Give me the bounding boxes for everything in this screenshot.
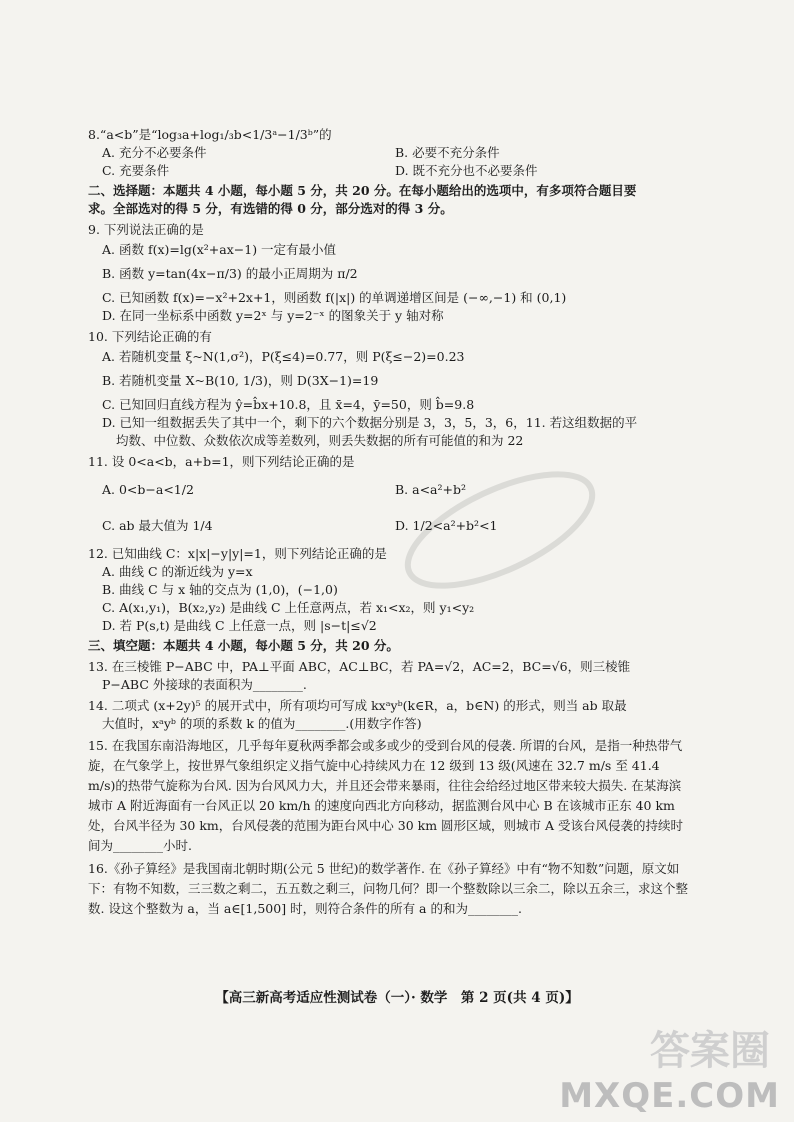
q12-option-b: B. 曲线 C 与 x 轴的交点为 (1,0)，(−1,0) [102,582,338,597]
q10-option-c: C. 已知回归直线方程为 ŷ=b̂x+10.8，且 x̄=4，ȳ=50，则 b̂=9.8 [102,397,475,412]
q10-option-d: D. 已知一组数据丢失了其中一个，剩下的六个数据分别是 3，3，5，3，6，11. 若这组数据的平 [102,415,638,430]
question-16 [88,859,688,919]
question-9 [88,221,688,325]
question-12 [88,545,688,635]
question-14 [88,697,688,733]
section-2-heading: 二、选择题：本题共 4 小题，每小题 5 分，共 20 分。在每小题给出的选项中，有多项符合题目要 [88,183,637,198]
q11-option-a: A. 0<b−a<1/2 [102,482,194,497]
section-2-heading-cont: 求。全部选对的得 5 分，有选错的得 0 分，部分选对的得 3 分。 [88,201,453,216]
q10-option-d-cont: 均数、中位数、众数依次成等差数列，则丢失数据的所有可能值的和为 22 [116,433,524,448]
q13-line-1: 13. 在三棱锥 P−ABC 中，PA⊥平面 ABC，AC⊥BC，若 PA=√2，AC=2，BC=√6，则三棱锥 [88,659,631,674]
q16-text: 16.《孙子算经》是我国南北朝时期(公元 5 世纪)的数学著作. 在《孙子算经》中有“物不知数”问题，原文如下：有物不知数，三三数之剩二，五五数之剩三，问物几何？即一个整数除以三余二，除以五余三，求这个整数. 设这个整数为 a，当 a∈[1,500] 时，则符合条件的所有 a 的和为________. [88,861,689,916]
q11-stem: 11. 设 0<a<b，a+b=1，则下列结论正确的是 [88,454,355,469]
q9-option-c: C. 已知函数 f(x)=−x²+2x+1，则函数 f(|x|) 的单调递增区间是 (−∞,−1) 和 (0,1) [102,290,567,305]
section-3-heading: 三、填空题：本题共 4 小题，每小题 5 分，共 20 分。 [88,638,399,653]
q10-option-a: A. 若随机变量 ξ~N(1,σ²)，P(ξ≤4)=0.77，则 P(ξ≤−2)=0.23 [102,349,465,364]
q11-options-row-1 [88,481,688,499]
q12-option-c: C. A(x₁,y₁)，B(x₂,y₂) 是曲线 C 上任意两点，若 x₁<x₂，则 y₁<y₂ [102,600,475,615]
q8-option-b: B. 必要不充分条件 [395,145,500,160]
page-footer: 【高三新高考适应性测试卷（一）· 数学 第 2 页(共 4 页)】 [215,990,579,1006]
q8-options-row-1 [88,144,688,162]
q8-option-c: C. 充要条件 [102,163,170,178]
q9-option-d: D. 在同一坐标系中函数 y=2ˣ 与 y=2⁻ˣ 的图象关于 y 轴对称 [102,308,444,323]
question-10 [88,328,688,450]
q11-options-row-2 [88,517,688,535]
q10-stem: 10. 下列结论正确的有 [88,329,212,344]
question-11 [88,453,688,535]
site-watermark: MXQE.COM [559,1076,780,1116]
q12-stem: 12. 已知曲线 C：x|x|−y|y|=1，则下列结论正确的是 [88,546,387,561]
q8-stem: 8.“a<b”是“log₃a+log₁/₃b<1/3ᵃ−1/3ᵇ”的 [88,127,332,142]
q12-option-a: A. 曲线 C 的渐近线为 y=x [102,564,253,579]
q14-line-2: 大值时，xᵃyᵇ 的项的系数 k 的值为________.(用数字作答) [102,716,422,731]
question-13 [88,658,688,694]
question-15 [88,736,688,856]
q11-option-d: D. 1/2<a²+b²<1 [395,518,498,533]
q8-option-a: A. 充分不必要条件 [102,145,207,160]
q15-text: 15. 在我国东南沿海地区，几乎每年夏秋两季都会或多或少的受到台风的侵袭. 所谓的台风，是指一种热带气旋，在气象学上，按世界气象组织定义指气旋中心持续风力在 12 级到 13 级(风速在 32.7 m/s 至 41.4 m/s)的热带气旋称为台风. 因为台风风力大，并且还会带来暴雨，往往会给经过地区带来较大损失. 在某海滨城市 A 附近海面有一台风正以 20 km/h 的速度向西北方向移动，据监测台风中心 B 在该城市正东 40 km 处，台风半径为 30 km，台风侵袭的范围为距台风中心 30 km 圆形区域，则城市 A 受该台风侵袭的持续时间为________小时. [88,738,684,853]
q8-options-row-2 [88,162,688,180]
q9-option-b: B. 函数 y=tan(4x−π/3) 的最小正周期为 π/2 [102,266,358,281]
q11-option-c: C. ab 最大值为 1/4 [102,518,213,533]
q11-option-b: B. a<a²+b² [395,482,467,497]
q13-line-2: P−ABC 外接球的表面积为________. [102,677,307,692]
question-8 [88,126,688,180]
q14-line-1: 14. 二项式 (x+2y)⁵ 的展开式中，所有项均可写成 kxᵃyᵇ(k∈R，a，b∈N) 的形式，则当 ab 取最 [88,698,627,713]
q10-option-b: B. 若随机变量 X~B(10, 1/3)，则 D(3X−1)=19 [102,373,379,388]
q9-stem: 9. 下列说法正确的是 [88,222,204,237]
q12-option-d: D. 若 P(s,t) 是曲线 C 上任意一点，则 |s−t|≤√2 [102,618,377,633]
brand-watermark: 答案圈 [650,1028,770,1074]
q8-option-d: D. 既不充分也不必要条件 [395,163,538,178]
q9-option-a: A. 函数 f(x)=lg(x²+ax−1) 一定有最小值 [102,242,337,257]
exam-page [88,126,688,919]
